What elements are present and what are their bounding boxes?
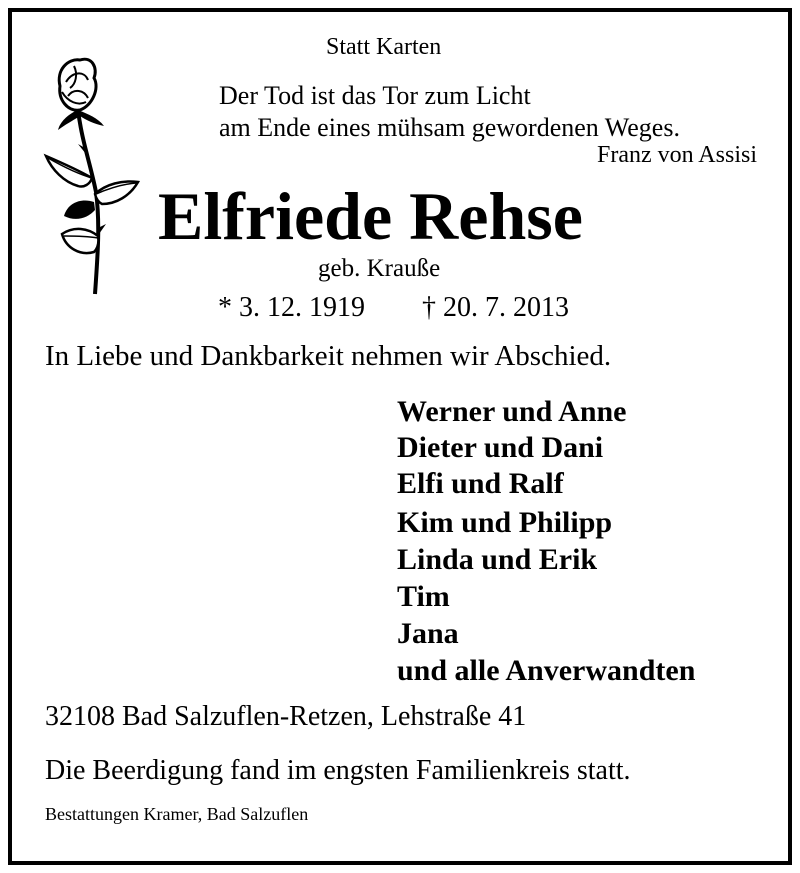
mourner-item: Elfi und Ralf — [397, 467, 564, 500]
death-date: † 20. 7. 2013 — [422, 292, 569, 323]
farewell-text: In Liebe und Dankbarkeit nehmen wir Abschied. — [45, 340, 612, 372]
birth-name: geb. Krauße — [318, 255, 441, 282]
quote-line-2: am Ende eines mühsam gewordenen Weges. — [219, 113, 680, 142]
mourner-item: Tim — [397, 580, 450, 613]
mourner-item: Jana — [397, 617, 459, 650]
mourner-item: Dieter und Dani — [397, 431, 604, 464]
header-label: Statt Karten — [326, 34, 442, 60]
address: 32108 Bad Salzuflen-Retzen, Lehstraße 41 — [45, 701, 527, 732]
quote-author: Franz von Assisi — [596, 142, 757, 168]
birth-date: * 3. 12. 1919 — [218, 292, 365, 323]
mourner-item: und alle Anverwandten — [397, 654, 696, 687]
undertaker: Bestattungen Kramer, Bad Salzuflen — [45, 804, 309, 824]
funeral-note: Die Beerdigung fand im engsten Familienkreis statt. — [45, 755, 631, 786]
deceased-name: Elfriede Rehse — [158, 178, 583, 254]
mourner-item: Werner und Anne — [397, 395, 627, 428]
quote-line-1: Der Tod ist das Tor zum Licht — [219, 81, 531, 110]
rose-icon — [38, 52, 148, 296]
mourner-item: Kim und Philipp — [397, 506, 613, 539]
mourner-item: Linda und Erik — [397, 543, 598, 576]
